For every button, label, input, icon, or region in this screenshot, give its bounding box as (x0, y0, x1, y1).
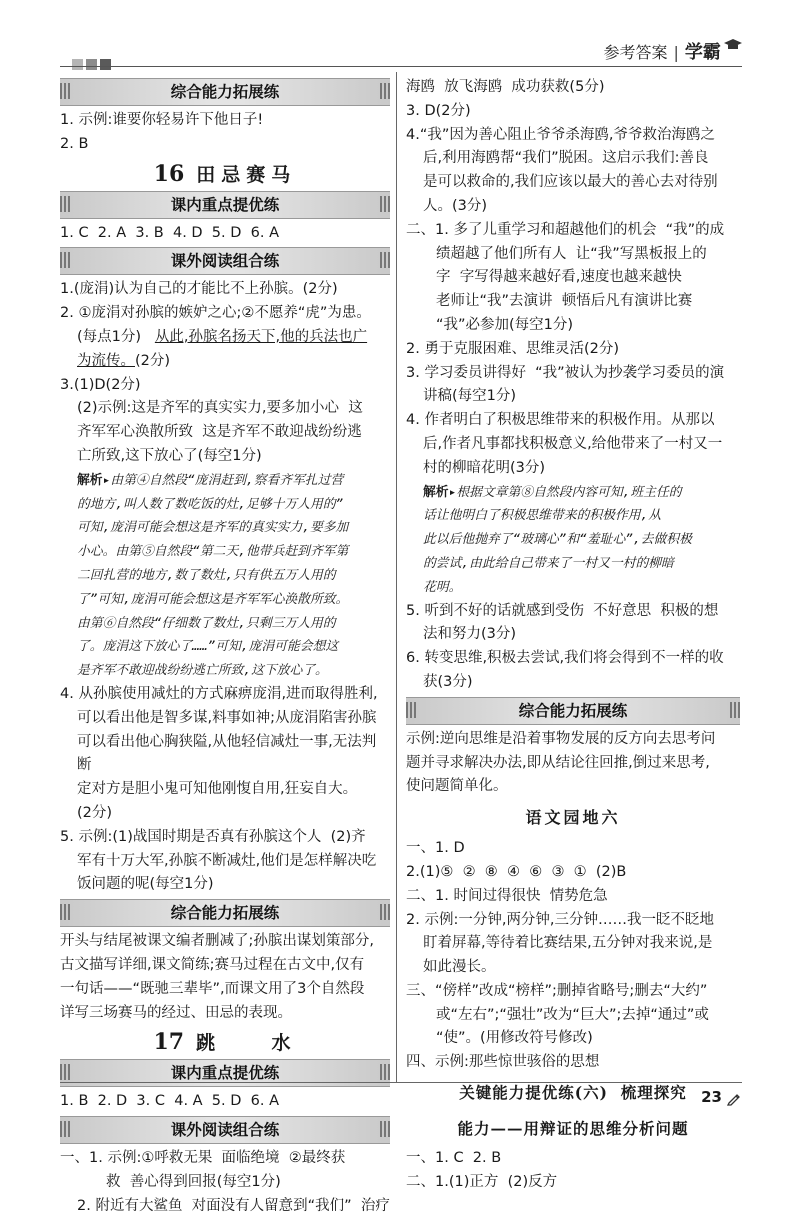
answer-line: 亡所致,这下放心了(每空1分) (77, 447, 262, 464)
answer-line: 5. 听到不好的话就感到受伤 不好意思 积极的想 (406, 602, 719, 619)
section-banner-comprehensive: 综合能力拓展练 (60, 899, 390, 927)
page-header (0, 0, 800, 70)
answer-line: 齐军军心涣散所致 这是齐军不敢迎战纷纷逃 (77, 424, 362, 441)
analysis-line: 了”可知,庞涓可能会想这是齐军军心涣散所致。 (77, 591, 349, 607)
pencil-icon (726, 1090, 742, 1106)
analysis-label: 解析▸ (423, 484, 457, 500)
lesson-title-16 (60, 159, 390, 189)
section-banner-reading: 课外阅读组合练 (60, 247, 390, 275)
answer-line: 人。(3分) (423, 197, 488, 214)
analysis-line: 话让他明白了积极思维带来的积极作用,从 (423, 508, 662, 524)
section-title-yuwen-yuandi: 语文园地六 (525, 808, 621, 828)
answer-line: 古文描写详细,课文简练;赛马过程在古文中,仅有 (60, 956, 365, 973)
answer-line: 2. ①庞涓对孙膑的嫉妒之心;②不愿养“虎”为患。 (60, 305, 371, 322)
answer-line: 老师让“我”去演讲 顿悟后凡有演讲比赛 (436, 293, 693, 310)
analysis-line: 的地方,叫人数了数吃饭的灶,足够十万人用的” (77, 496, 344, 512)
answer-line: 2. 勇于克服困难、思维灵活(2分) (406, 340, 619, 357)
analysis-line: 解析▸由第④自然段“庞涓赶到,察看齐军扎过营 (77, 472, 344, 488)
section-banner-reading: 课外阅读组合练 (60, 1116, 390, 1144)
lesson-name: 跳 水 (196, 1032, 297, 1055)
answer-line: 使问题简单化。 (406, 778, 508, 795)
answer-line: 可以看出他心胸狭隘,从他轻信减灶一事,无法判断 (77, 733, 377, 774)
answer-line: “我”必参加(每空1分) (436, 316, 574, 333)
answer-line: 讲稿(每空1分) (423, 388, 517, 405)
answer-line: 4. 作者明白了积极思维带来的积极作用。从那以 (406, 412, 715, 429)
answer-line: 一、1. D (406, 840, 465, 857)
answer-line: “使”。(用修改符号修改) (436, 1030, 593, 1047)
answer-line: 三、“傍样”改成“榜样”;删掉省略号;删去“大约” (406, 982, 708, 999)
answer-line: 示例:逆向思维是沿着事物发展的反方向去思考问 (406, 730, 716, 747)
column-divider (396, 72, 397, 1082)
footer-rule (60, 1082, 742, 1083)
answer-line: 或“左右”;“强壮”改为“巨大”;去掉“通过”或 (436, 1006, 709, 1023)
answer-line: 3. 学习委员讲得好 “我”被认为抄袭学习委员的演 (406, 364, 725, 381)
answer-line: 2.(1)⑤ ② ⑧ ④ ⑥ ③ ① (2)B (406, 863, 627, 880)
answer-line: 定对方是胆小鬼可知他刚愎自用,狂妄自大。 (77, 781, 358, 798)
answer-line (60, 326, 390, 350)
answer-line: 二、1. 时间过得很快 情势危急 (406, 887, 608, 904)
score-note: (每点1分) (77, 328, 142, 345)
analysis-line: 花明。 (423, 579, 462, 595)
section-banner-comprehensive: 综合能力拓展练 (406, 697, 740, 725)
analysis-line: 是齐军不敢迎战纷纷逃亡所致,这下放心了。 (77, 663, 328, 679)
score-note: (2分) (135, 352, 171, 369)
section-banner-in-class: 课内重点提优练 (60, 191, 390, 219)
answer-line: 获(3分) (423, 673, 473, 690)
analysis-line: 此以后他抛弃了“玻璃心”和“羞耻心”,去做积极 (423, 532, 692, 548)
answer-line: 盯着屏幕,等待着比赛结果,五分钟对我来说,是 (423, 935, 713, 952)
answer-line: (2)示例:这是齐军的真实实力,要多加小心 这 (77, 400, 363, 417)
answer-line: 是可以救命的,我们应该以最大的善心去对待别 (423, 174, 718, 191)
answer-line: 2. 示例:一分钟,两分钟,三分钟……我一眨不眨地 (406, 911, 715, 928)
answer-line: 5. 示例:(1)战国时期是否真有孙膑这个人 (2)齐 (60, 828, 366, 845)
answer-line: 2. B (60, 135, 89, 152)
answer-line: 1. B 2. D 3. C 4. A 5. D 6. A (60, 1093, 279, 1110)
answer-line: 一、1. 示例:①呼救无果 面临绝境 ②最终获 (60, 1150, 346, 1167)
answer-line: 一、1. C 2. B (406, 1150, 502, 1167)
answer-line: 字 字写得越来越好看,速度也越来越快 (436, 269, 682, 286)
answer-line: 二、1.(1)正方 (2)反方 (406, 1173, 558, 1190)
section-banner-comprehensive: 综合能力拓展练 (60, 78, 390, 106)
analysis-line: 解析▸根据文章第⑧自然段内容可知,班主任的 (423, 484, 682, 500)
analysis-line: 小心。由第⑤自然段“第二天,他带兵赶到齐军第 (77, 544, 349, 560)
answer-line: 1.(庞涓)认为自己的才能比不上孙膑。(2分) (60, 281, 338, 298)
header-brand-area (604, 38, 743, 64)
answer-line: 6. 转变思维,积极去尝试,我们将会得到不一样的收 (406, 650, 724, 667)
answer-line: 村的柳暗花明(3分) (423, 459, 546, 476)
analysis-line: 了。庞涓这下放心了……”可知,庞涓可能会想这 (77, 639, 339, 655)
answer-line: (2分) (77, 804, 113, 821)
header-separator: | (673, 43, 679, 62)
key-ability-subtitle: 能力——用辩证的思维分析问题 (457, 1119, 689, 1139)
answer-line: 1. 示例:谁要你轻易许下他日子! (60, 112, 264, 128)
analysis-label: 解析▸ (77, 472, 111, 488)
analysis-line: 可知,庞涓可能会想这是齐军的真实实力,要多加 (77, 520, 349, 536)
header-rule (60, 66, 742, 67)
right-column (406, 76, 740, 1195)
answer-line: 饭问题的呢(每空1分) (77, 876, 214, 893)
answer-line: 开头与结尾被课文编者删减了;孙膑出谋划策部分, (60, 933, 374, 950)
lesson-name: 田忌赛马 (196, 163, 297, 186)
lesson-number: 16 (153, 160, 185, 187)
left-column (60, 76, 390, 1218)
answer-line: 海鸥 放飞海鸥 成功获救(5分) (406, 79, 605, 95)
answer-line: 4. 从孙膑使用减灶的方式麻痹庞涓,进而取得胜利, (60, 685, 378, 702)
answer-line: 详写三场赛马的经过、田忌的表现。 (60, 1004, 292, 1021)
answer-line: 军有十万大军,孙膑不断减灶,他们是怎样解决吃 (77, 852, 377, 869)
answer-line: 4.“我”因为善心阻止爷爷杀海鸥,爷爷救治海鸥之 (406, 126, 715, 143)
answer-line: 四、示例:那些惊世骇俗的思想 (406, 1054, 600, 1071)
underlined-answer: 从此,孙膑名扬天下,他的兵法也广 (154, 328, 368, 345)
answer-line: 3. D(2分) (406, 102, 471, 119)
section-banner-in-class: 课内重点提优练 (60, 1059, 390, 1087)
analysis-line: 二回扎营的地方,数了数灶,只有供五万人用的 (77, 567, 336, 583)
graduation-cap-icon (724, 38, 742, 52)
underlined-answer: 为流传。 (77, 352, 135, 369)
answer-line: 可以看出他是智多谋,料事如神;从庞涓陷害孙膑 (77, 709, 377, 726)
brand-logo: 学霸 (684, 42, 721, 63)
lesson-title-17 (60, 1027, 390, 1057)
answer-line: 2. 附近有大鲨鱼 对面没有人留意到“我们” 治疗 (77, 1197, 390, 1214)
answer-line: 一句话——“既驰三辈毕”,而课文用了3个自然段 (60, 980, 365, 997)
answer-line: 后,利用海鸥帮“我们”脱困。这启示我们:善良 (423, 150, 709, 167)
answer-line: 题并寻求解决办法,即从结论往回推,倒过来思考, (406, 754, 710, 771)
answer-line: 救 善心得到回报(每空1分) (106, 1173, 281, 1190)
key-ability-title: 关键能力提优练(六) 梳理探究 (459, 1083, 687, 1103)
answer-line: 二、1. 多了儿重学习和超越他们的机会 “我”的成 (406, 221, 725, 238)
lesson-number: 17 (153, 1029, 185, 1056)
header-squares-decoration (72, 55, 114, 74)
answer-line: 绩超越了他们所有人 让“我”写黑板报上的 (436, 245, 707, 262)
answer-line: 后,作者凡事都找积极意义,给他带来了一村又一 (423, 435, 723, 452)
answer-line: 1. C 2. A 3. B 4. D 5. D 6. A (60, 224, 279, 241)
answer-line (60, 350, 390, 374)
analysis-line: 由第⑥自然段“仔细数了数灶,只剩三万人用的 (77, 615, 336, 631)
answer-line: 3.(1)D(2分) (60, 376, 141, 393)
answer-label: 参考答案 (603, 43, 668, 62)
page-number: 23 (701, 1088, 722, 1106)
answer-line: 法和努力(3分) (423, 626, 517, 643)
analysis-line: 的尝试,由此给自己带来了一村又一村的柳暗 (423, 555, 674, 571)
answer-line: 如此漫长。 (423, 959, 496, 976)
